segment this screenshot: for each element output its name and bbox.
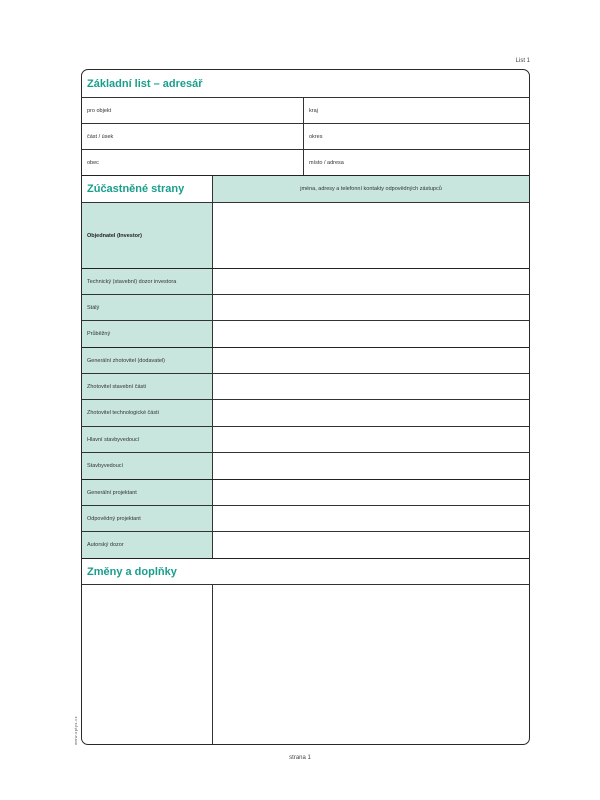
sheet-number: List 1 <box>515 58 530 64</box>
field-pro-objekt[interactable] <box>82 98 304 123</box>
party-label-generalni-zhotovitel: Generální zhotovitel (dodavatel) <box>82 348 213 373</box>
party-row-generalni-zhotovitel <box>82 347 529 373</box>
changes-area <box>82 584 529 744</box>
field-okres[interactable] <box>304 124 529 149</box>
party-label-generalni-projektant: Generální projektant <box>82 480 213 505</box>
field-obec[interactable] <box>82 150 304 175</box>
party-value-hlavni-stavbyvedouci[interactable] <box>213 427 529 452</box>
basic-sheet-title: Základní list – adresář <box>87 77 203 90</box>
parties-title: Zúčastněné strany <box>82 176 213 202</box>
changes-date-column[interactable] <box>82 585 213 744</box>
field-kraj-label: kraj <box>309 107 318 114</box>
field-okres-label: okres <box>309 133 323 140</box>
parties-header-row <box>82 175 529 202</box>
party-value-zhotovitel-technologicke[interactable] <box>213 400 529 426</box>
parties-column-header: jména, adresy a telefonní kontakty odpovědných zástupců <box>213 176 529 202</box>
party-label-odpovedny-projektant: Odpovědný projektant <box>82 506 213 531</box>
party-value-technicky-dozor[interactable] <box>213 269 529 294</box>
field-pro-objekt-label: pro objekt <box>87 107 112 114</box>
party-row-prubezny <box>82 320 529 347</box>
row-object-region <box>82 97 529 123</box>
party-label-technicky-dozor: Technický (stavební) dozor investora <box>82 269 213 294</box>
field-cast-usek[interactable] <box>82 124 304 149</box>
party-value-generalni-zhotovitel[interactable] <box>213 348 529 373</box>
field-kraj[interactable] <box>304 98 529 123</box>
party-label-stavbyvedouci: Stavbyvedoucí <box>82 453 213 479</box>
field-cast-usek-label: část / úsek <box>87 133 114 140</box>
party-value-stavbyvedouci[interactable] <box>213 453 529 479</box>
party-label-autorsky-dozor: Autorský dozor <box>82 532 213 558</box>
party-row-zhotovitel-technologicke <box>82 399 529 426</box>
row-section-district <box>82 123 529 149</box>
party-value-objednatel[interactable] <box>213 203 529 268</box>
party-row-hlavni-stavbyvedouci <box>82 426 529 452</box>
party-label-objednatel: Objednatel (Investor) <box>82 203 213 268</box>
side-url-text: www.optys.cz <box>73 715 78 745</box>
party-row-zhotovitel-stavebni <box>82 373 529 399</box>
party-value-odpovedny-projektant[interactable] <box>213 506 529 531</box>
party-label-prubezny: Průběžný <box>82 321 213 347</box>
party-value-generalni-projektant[interactable] <box>213 480 529 505</box>
changes-title: Změny a doplňky <box>82 558 529 584</box>
party-row-odpovedny-projektant <box>82 505 529 531</box>
party-value-staly[interactable] <box>213 295 529 320</box>
party-value-prubezny[interactable] <box>213 321 529 347</box>
address-book-form <box>81 69 530 745</box>
field-obec-label: obec <box>87 159 99 166</box>
party-row-staly <box>82 294 529 320</box>
field-misto-adresa[interactable] <box>304 150 529 175</box>
page-number: strana 1 <box>289 755 311 761</box>
field-misto-adresa-label: místo / adresa <box>309 159 344 166</box>
party-row-stavbyvedouci <box>82 452 529 479</box>
party-label-zhotovitel-technologicke: Zhotovitel technologické části <box>82 400 213 426</box>
party-value-autorsky-dozor[interactable] <box>213 532 529 558</box>
party-row-generalni-projektant <box>82 479 529 505</box>
party-row-objednatel <box>82 202 529 268</box>
party-row-autorsky-dozor <box>82 531 529 558</box>
party-value-zhotovitel-stavebni[interactable] <box>213 374 529 399</box>
party-label-staly: Stálý <box>82 295 213 320</box>
row-municipality-address <box>82 149 529 175</box>
changes-notes-column[interactable] <box>213 585 529 744</box>
party-label-hlavni-stavbyvedouci: Hlavní stavbyvedoucí <box>82 427 213 452</box>
party-label-zhotovitel-stavebni: Zhotovitel stavební části <box>82 374 213 399</box>
party-row-technicky-dozor <box>82 268 529 294</box>
